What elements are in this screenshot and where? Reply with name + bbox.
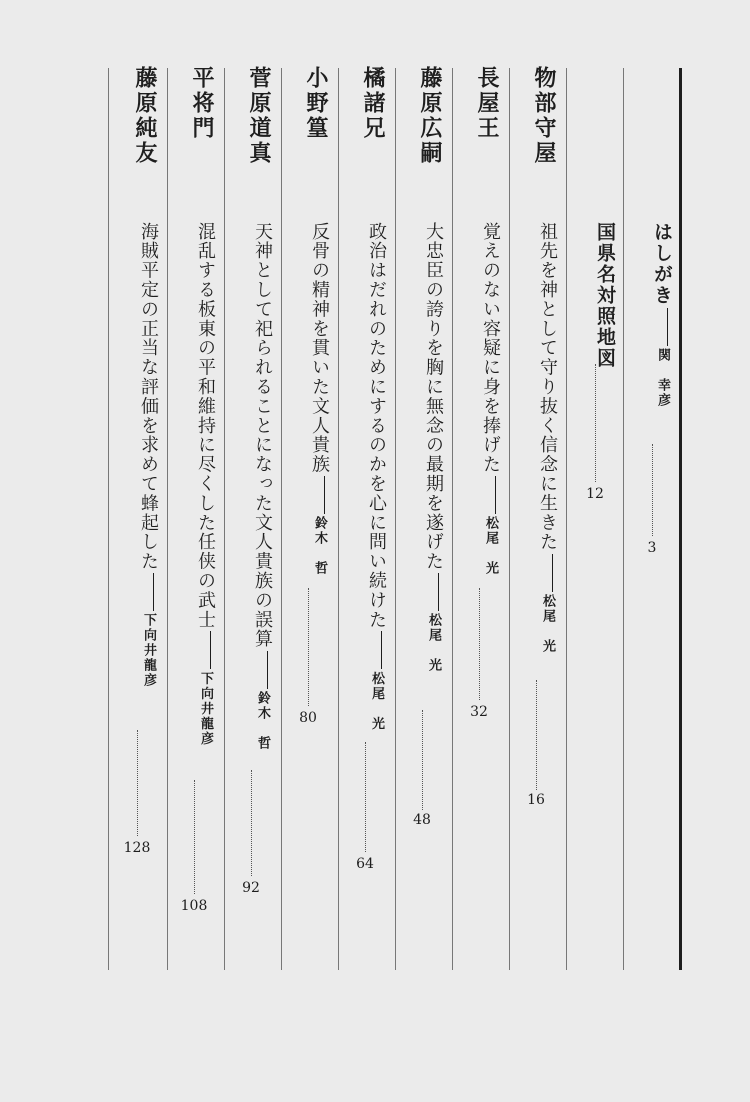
separator-rule	[167, 68, 168, 970]
separator-rule	[509, 68, 510, 970]
map-page-number: 12	[586, 486, 604, 502]
title-dash	[324, 476, 325, 514]
entry-page-number: 128	[123, 840, 151, 856]
entry-name: 藤原純友	[132, 66, 158, 166]
separator-rule	[566, 68, 567, 970]
entry-subtitle: 政治はだれのためにするのかを心に問い続けた	[366, 222, 387, 630]
dot-leader	[652, 444, 653, 536]
intro-author: 関 幸彦	[655, 348, 670, 408]
separator-rule	[281, 68, 282, 970]
toc-entry[interactable]	[113, 0, 161, 1102]
toc-entry[interactable]	[341, 0, 389, 1102]
entry-page-number: 92	[242, 880, 260, 896]
entry-author: 下向井龍彦	[198, 671, 213, 747]
separator-rule	[452, 68, 453, 970]
dot-leader	[422, 710, 423, 810]
entry-name: 小野篁	[303, 66, 329, 141]
separator-rule	[623, 68, 624, 970]
separator-rule	[108, 68, 109, 970]
entry-subtitle: 祖先を神として守り抜く信念に生きた	[537, 222, 558, 552]
entry-author: 松尾 光	[540, 593, 555, 654]
entry-subtitle: 海賊平定の正当な評価を求めて蜂起した	[138, 222, 159, 572]
separator-rule	[224, 68, 225, 970]
separator-rule	[395, 68, 396, 970]
dot-leader	[308, 588, 309, 706]
entry-author: 下向井龍彦	[141, 613, 156, 689]
dot-leader	[479, 588, 480, 700]
entry-page-number: 108	[180, 898, 208, 914]
intro-title: はしがき	[651, 222, 673, 306]
entry-page-number: 32	[470, 704, 488, 720]
entry-name: 菅原道真	[246, 66, 272, 166]
entry-subtitle: 反骨の精神を貫いた文人貴族	[309, 222, 330, 475]
entry-name: 長屋王	[474, 66, 500, 141]
toc-entry[interactable]	[284, 0, 332, 1102]
toc-entry[interactable]	[227, 0, 275, 1102]
map-title: 国県名対照地図	[594, 222, 616, 369]
top-border-rule	[679, 68, 682, 970]
title-dash	[667, 308, 668, 346]
entry-page-number: 16	[527, 792, 545, 808]
entry-page-number: 80	[299, 710, 317, 726]
toc-intro[interactable]	[628, 0, 676, 1102]
dot-leader	[194, 780, 195, 894]
title-dash	[381, 631, 382, 669]
entry-name: 平将門	[189, 66, 215, 141]
dot-leader	[137, 730, 138, 836]
entry-name: 物部守屋	[531, 66, 557, 166]
intro-page-number: 3	[647, 540, 657, 556]
toc-entry[interactable]	[398, 0, 446, 1102]
entry-subtitle: 混乱する板東の平和維持に尽くした任侠の武士	[195, 222, 216, 630]
toc-entry[interactable]	[170, 0, 218, 1102]
title-dash	[552, 554, 553, 592]
entry-subtitle: 覚えのない容疑に身を捧げた	[480, 222, 501, 475]
dot-leader	[365, 742, 366, 852]
separator-rule	[338, 68, 339, 970]
dot-leader	[595, 364, 596, 482]
dot-leader	[536, 680, 537, 790]
entry-page-number: 48	[413, 812, 431, 828]
toc-entry[interactable]	[512, 0, 560, 1102]
entry-author: 松尾 光	[426, 613, 441, 674]
title-dash	[495, 476, 496, 514]
entry-subtitle: 天神として祀られることになった文人貴族の誤算	[252, 222, 273, 649]
toc-entry[interactable]	[455, 0, 503, 1102]
entry-page-number: 64	[356, 856, 374, 872]
entry-author: 鈴木 哲	[255, 690, 270, 751]
title-dash	[210, 631, 211, 669]
entry-author: 松尾 光	[483, 516, 498, 577]
entry-author: 松尾 光	[369, 671, 384, 732]
title-dash	[267, 651, 268, 689]
dot-leader	[251, 770, 252, 876]
title-dash	[438, 573, 439, 611]
entry-name: 橘諸兄	[360, 66, 386, 141]
title-dash	[153, 573, 154, 611]
entry-name: 藤原広嗣	[417, 66, 443, 166]
entry-author: 鈴木 哲	[312, 516, 327, 577]
entry-subtitle: 大忠臣の誇りを胸に無念の最期を遂げた	[423, 222, 444, 572]
toc-map[interactable]	[571, 0, 619, 1102]
